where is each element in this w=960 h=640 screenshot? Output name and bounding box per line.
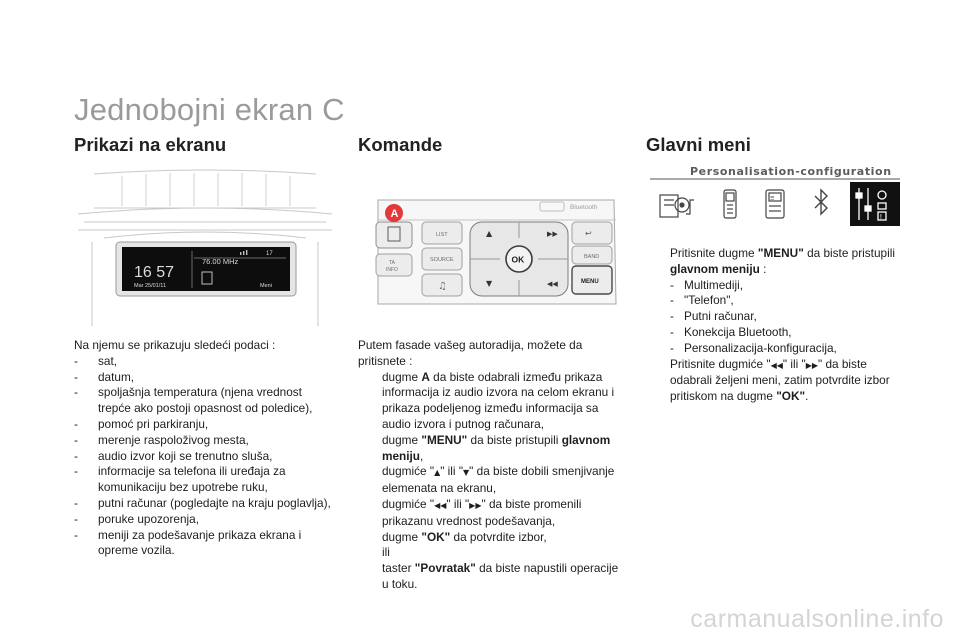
controls-item: dugme "MENU" da biste pristupili glavnom meniju, xyxy=(382,432,611,463)
phone-icon xyxy=(724,190,736,218)
display-temperature: 17 xyxy=(266,251,273,257)
controls-item: dugmiće "◀◀" ili "▶▶" da biste promenili prikazanu vrednost podešavanja, xyxy=(382,496,582,528)
svg-text:▼: ▼ xyxy=(486,279,493,288)
display-date: Mar 25/01/11 xyxy=(134,283,167,289)
main-menu-option: - Putni računar, xyxy=(670,309,757,324)
svg-text:♫: ♫ xyxy=(438,281,447,292)
svg-text:INFO: INFO xyxy=(386,267,398,273)
display-info-item: - meniji za podešavanje prikaza ekrana i opreme vozila. xyxy=(74,527,302,558)
svg-text:☰: ☰ xyxy=(770,195,775,202)
svg-text:MENU: MENU xyxy=(581,279,599,285)
section-title-main-menu: Glavni meni xyxy=(646,134,751,155)
media-icon xyxy=(660,195,694,217)
svg-text:LIST: LIST xyxy=(436,232,448,238)
display-info-item: - datum, xyxy=(74,369,135,384)
display-intro: Na njemu se prikazuju sledeći podaci : xyxy=(74,338,276,352)
svg-text:▲: ▲ xyxy=(486,229,493,238)
control-panel-illustration xyxy=(358,186,620,310)
display-info-item: - sat, xyxy=(74,353,118,368)
main-menu-options xyxy=(670,278,908,357)
main-menu-option: - "Telefon", xyxy=(670,293,734,308)
dashboard-display-illustration xyxy=(74,168,336,328)
main-menu-step-2: Pritisnite dugmiće "◀◀" ili "▶▶" da biste odabrali željeni meni, zatim potvrdite izbor pritiskom na dugme "OK". xyxy=(670,356,890,404)
trip-computer-icon xyxy=(766,190,784,218)
display-info-item: - merenje raspoloživog mesta, xyxy=(74,432,249,447)
bluetooth-icon xyxy=(815,190,827,214)
svg-text:↩: ↩ xyxy=(585,229,592,238)
page-title: Jednobojni ekran C xyxy=(74,92,345,127)
display-menu: Meni xyxy=(260,283,272,289)
display-info-item: - spoljašnja temperatura (njena vrednost trepće ako postoji opasnost od poledice), xyxy=(74,385,313,416)
svg-text:!: ! xyxy=(879,213,883,221)
display-info-item: - putni računar (pogledajte na kraju poglavlja), xyxy=(74,495,331,510)
main-menu-text xyxy=(646,246,908,405)
main-menu-option: - Personalizacija-konfiguracija, xyxy=(670,340,837,355)
controls-list xyxy=(358,370,622,593)
bluetooth-label: Bluetooth xyxy=(570,204,598,211)
controls-text xyxy=(358,338,622,593)
svg-text:◀◀: ◀◀ xyxy=(547,280,558,288)
svg-text:BAND: BAND xyxy=(584,254,600,260)
main-menu-illustration xyxy=(648,178,902,228)
controls-item: taster "Povratak" da biste napustili operacije u toku. xyxy=(382,561,619,591)
controls-item: dugmiće "▲" ili "▼" da biste dobili smenjivanje elemenata na ekranu, xyxy=(382,464,615,496)
display-frequency: 76.00 MHz xyxy=(202,257,239,266)
button-a-badge-label: A xyxy=(390,208,399,220)
svg-text:▶▶: ▶▶ xyxy=(547,230,558,238)
display-info-item: - informacije sa telefona ili uređaja za komunikaciju bez upotrebe ruku, xyxy=(74,464,286,495)
main-menu-step-1: Pritisnite dugme "MENU" da biste pristupili glavnom meniju : - Multimediji, - "Telefon", - Putni računar, - Konekcija Bluetooth, - Personalizacija-konfiguracija, xyxy=(646,246,908,357)
controls-item: dugme A da biste odabrali između prikaza informacija iz audio izvora na celom ekranu i prikaza podeljenog između informacija sa audio izvora i putnog računara, xyxy=(382,369,615,431)
display-info-item: - audio izvor koji se trenutno sluša, xyxy=(74,448,273,463)
controls-item: dugme "OK" da potvrdite izbor, xyxy=(382,529,547,544)
display-info-item: - pomoć pri parkiranju, xyxy=(74,416,209,431)
controls-intro: Putem fasade vašeg autoradija, možete da pritisnete : xyxy=(358,338,583,368)
menu-header-label: Personalisation-configuration xyxy=(690,165,892,178)
main-menu-option: - Konekcija Bluetooth, xyxy=(670,324,792,339)
section-title-display: Prikazi na ekranu xyxy=(74,134,227,155)
svg-text:TA: TA xyxy=(389,260,396,266)
section-title-controls: Komande xyxy=(358,134,443,155)
display-info-list xyxy=(74,354,336,559)
watermark: carmanualsonline.info xyxy=(690,605,944,633)
main-menu-option: - Multimediji, xyxy=(670,277,743,292)
svg-text:OK: OK xyxy=(511,254,525,265)
display-time: 16 57 xyxy=(134,264,175,281)
display-info-text xyxy=(74,338,336,559)
svg-text:SOURCE: SOURCE xyxy=(430,257,454,263)
controls-or: ili xyxy=(382,545,390,560)
display-info-item: - poruke upozorenja, xyxy=(74,511,199,526)
